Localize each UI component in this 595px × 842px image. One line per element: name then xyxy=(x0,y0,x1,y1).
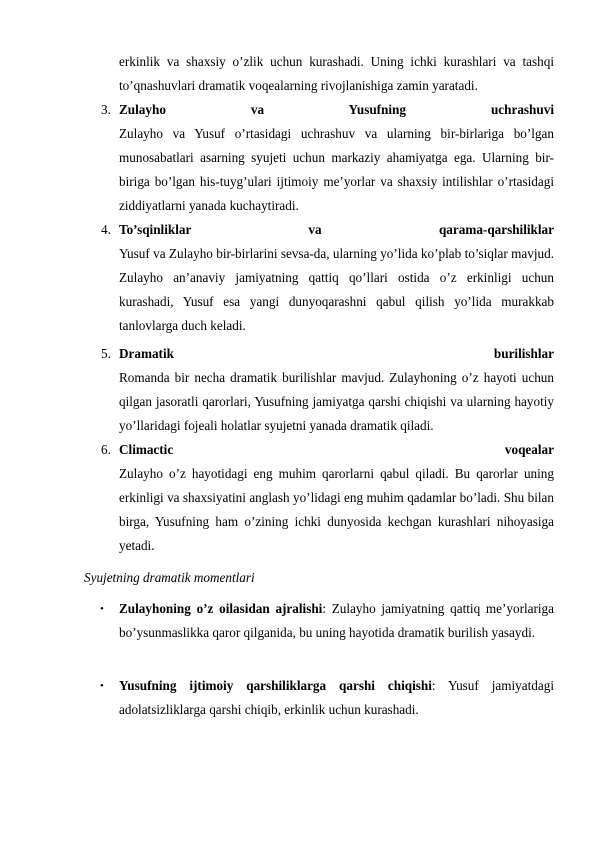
item-text: Romanda bir necha dramatik burilishlar mavjud. Zulayhoning o’z hayoti uchun qilgan jasoratli qarorlari, Yusufning jamiyatga qarshi chiqishi va ularning hayotiy yo’llaridagi fojeali holatlar syujetni yanada dramatik qiladi. xyxy=(119,370,554,433)
item-heading: Dramatik burilishlar xyxy=(119,346,554,361)
intro-paragraph-continuation: erkinlik va shaxsiy o’zlik uchun kurashadi. Uning ichki kurashlari va tashqi to’qnashuvlari dramatik voqealarning rivojlanishiga zamin yaratadi. xyxy=(119,54,554,93)
item-number: 6. xyxy=(101,442,111,457)
bullet-item xyxy=(119,674,554,722)
item-heading: Zulayho va Yusufning uchrashuvi xyxy=(119,102,554,117)
item-text: Zulayho o’z hayotidagi eng muhim qarorlarni qabul qiladi. Bu qarorlar uning erkinligi va shaxsiyatini anglash yo’lidagi eng muhim qadamlar bo’ladi. Shu bilan birga, Yusufning ham o’zining ichki dunyosida kechgan kurashlari nihoyasiga yetadi. xyxy=(119,466,554,553)
item-text: Zulayho va Yusuf o’rtasidagi uchrashuv va ularning bir-birlariga bo’lgan munosabatlari asarning syujeti uchun markaziy ahamiyatga ega. Ularning bir-biriga bo’lgan his-tuyg’ulari ijtimoiy me’yorlar va shaxsiy intilishlar o’rtasidagi ziddiyatlarni yanada kuchaytiradi. xyxy=(119,126,554,213)
bullet-label: Zulayhoning o’z oilasidan ajralishi xyxy=(119,601,323,616)
bullet-marker: • xyxy=(100,680,104,692)
bullet-separator: : xyxy=(431,678,436,693)
bullet-separator: : xyxy=(322,601,326,616)
item-text: Yusuf va Zulayho bir-birlarini sevsa-da, ularning yo’lida ko’plab to’siqlar mavjud. Zulayho an’anaviy jamiyatning qattiq qo’llari ostida o’z erkinligi uchun kurashadi, Yusuf esa yangi dunyoqarashni qabul qilish yo’lida murakkab tanlovlarga duch keladi. xyxy=(119,246,554,333)
item-number: 3. xyxy=(101,102,111,117)
item-number: 4. xyxy=(101,222,111,237)
section-title: Syujetning dramatik momentlari xyxy=(84,570,255,585)
bullet-text: Yusuf jamiyatdagi adolatsizliklarga qarshi chiqib, erkinlik uchun kurashadi. xyxy=(119,678,554,717)
item-heading: Climactic voqealar xyxy=(119,442,554,457)
bullet-text: Zulayho jamiyatning qattiq me’yorlariga bo’ysunmaslikka qaror qilganida, bu uning hayotida dramatik burilish yasaydi. xyxy=(119,601,554,640)
bullet-marker: • xyxy=(100,603,104,615)
bullet-item xyxy=(119,597,554,645)
item-heading: To’sqinliklar va qarama-qarshiliklar xyxy=(119,222,554,237)
bullet-label: Yusufning ijtimoiy qarshiliklarga qarshi chiqishi xyxy=(119,678,432,693)
item-number: 5. xyxy=(101,346,111,361)
